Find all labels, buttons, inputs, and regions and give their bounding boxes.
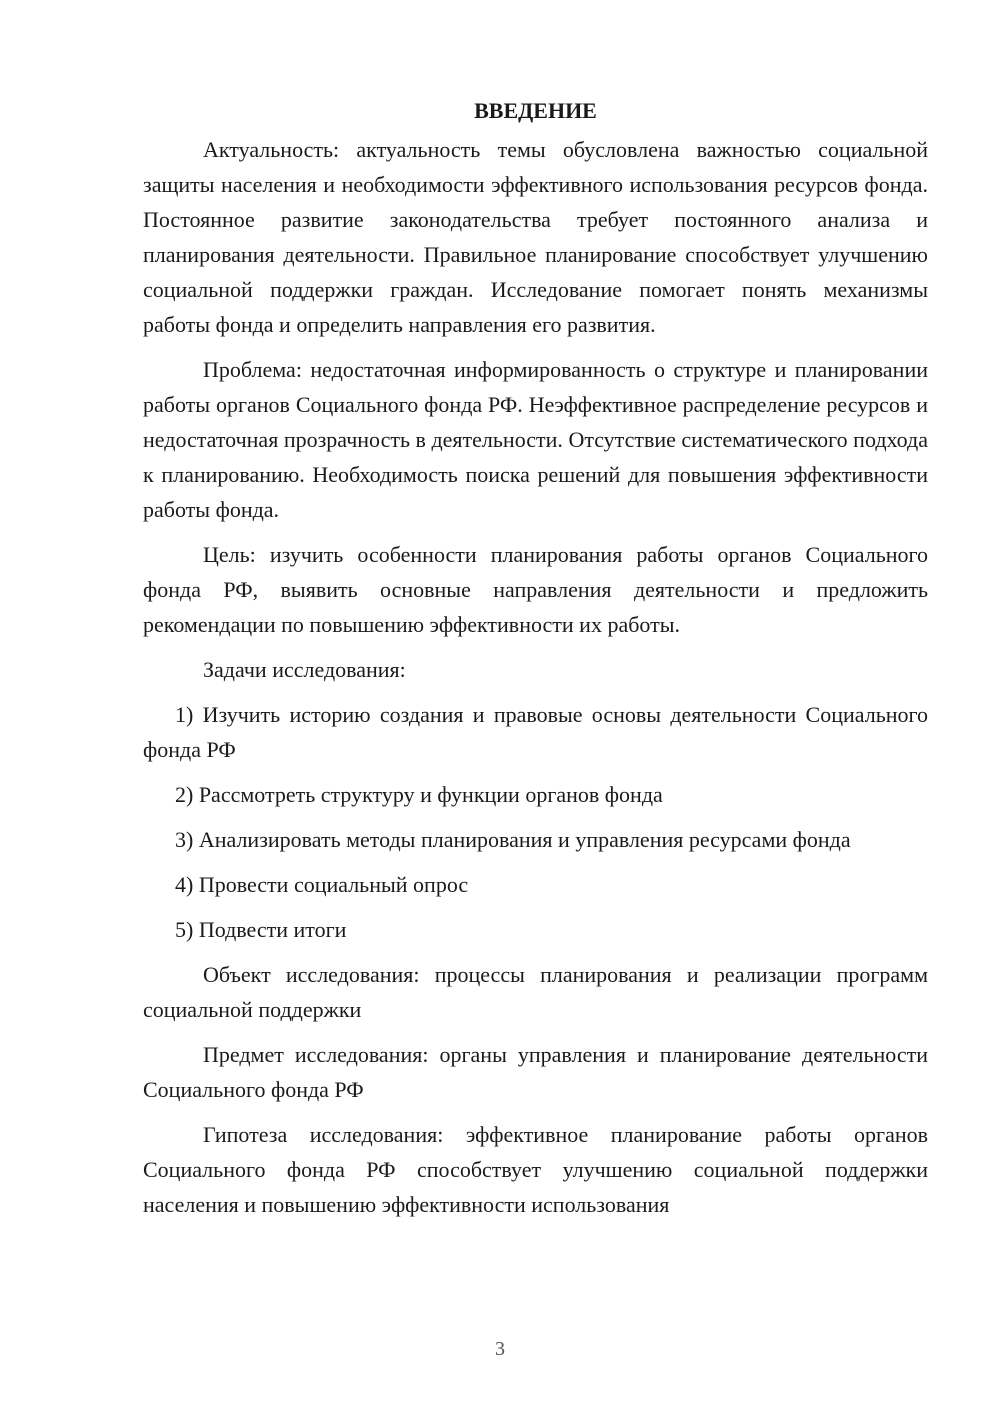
goal-paragraph: Цель: изучить особенности планирования работы органов Социального фонда РФ, выявить основные направления деятельности и предложить рекомендации по повышению эффективности их работы.	[143, 542, 928, 637]
task-item: 4) Провести социальный опрос	[175, 872, 469, 897]
problem-paragraph: Проблема: недостаточная информированность о структуре и планировании работы органов Социального фонда РФ. Неэффективное распределение ресурсов и недостаточная прозрачность в деятельности. Отсутствие систематического подхода к планированию. Необходимость поиска решений для повышения эффективности работы фонда.	[143, 357, 928, 522]
relevance-paragraph: Актуальность: актуальность темы обусловлена важностью социальной защиты населения и необходимости эффективного использования ресурсов фонда. Постоянное развитие законодательства требует постоянного анализа и планирования деятельности. Правильное планирование способствует улучшению социальной поддержки граждан. Исследование помогает понять механизмы работы фонда и определить направления его развития.	[143, 137, 928, 337]
subject-paragraph: Предмет исследования: органы управления и планирование деятельности Социального фонда РФ	[143, 1042, 928, 1102]
task-item: 5) Подвести итоги	[175, 917, 347, 942]
tasks-heading: Задачи исследования:	[203, 657, 406, 682]
task-item: 3) Анализировать методы планирования и управления ресурсами фонда	[175, 827, 851, 852]
page-content	[143, 93, 928, 1232]
task-item: 1) Изучить историю создания и правовые основы деятельности Социального фонда РФ	[143, 702, 928, 762]
hypothesis-paragraph: Гипотеза исследования: эффективное планирование работы органов Социального фонда РФ способствует улучшению социальной поддержки населения и повышению эффективности использования	[143, 1122, 928, 1217]
task-item: 2) Рассмотреть структуру и функции органов фонда	[175, 782, 663, 807]
tasks-list	[143, 697, 928, 947]
page-number: 3	[495, 1338, 505, 1360]
object-paragraph: Объект исследования: процессы планирования и реализации программ социальной поддержки	[143, 962, 928, 1022]
section-title: ВВЕДЕНИЕ	[474, 98, 597, 123]
